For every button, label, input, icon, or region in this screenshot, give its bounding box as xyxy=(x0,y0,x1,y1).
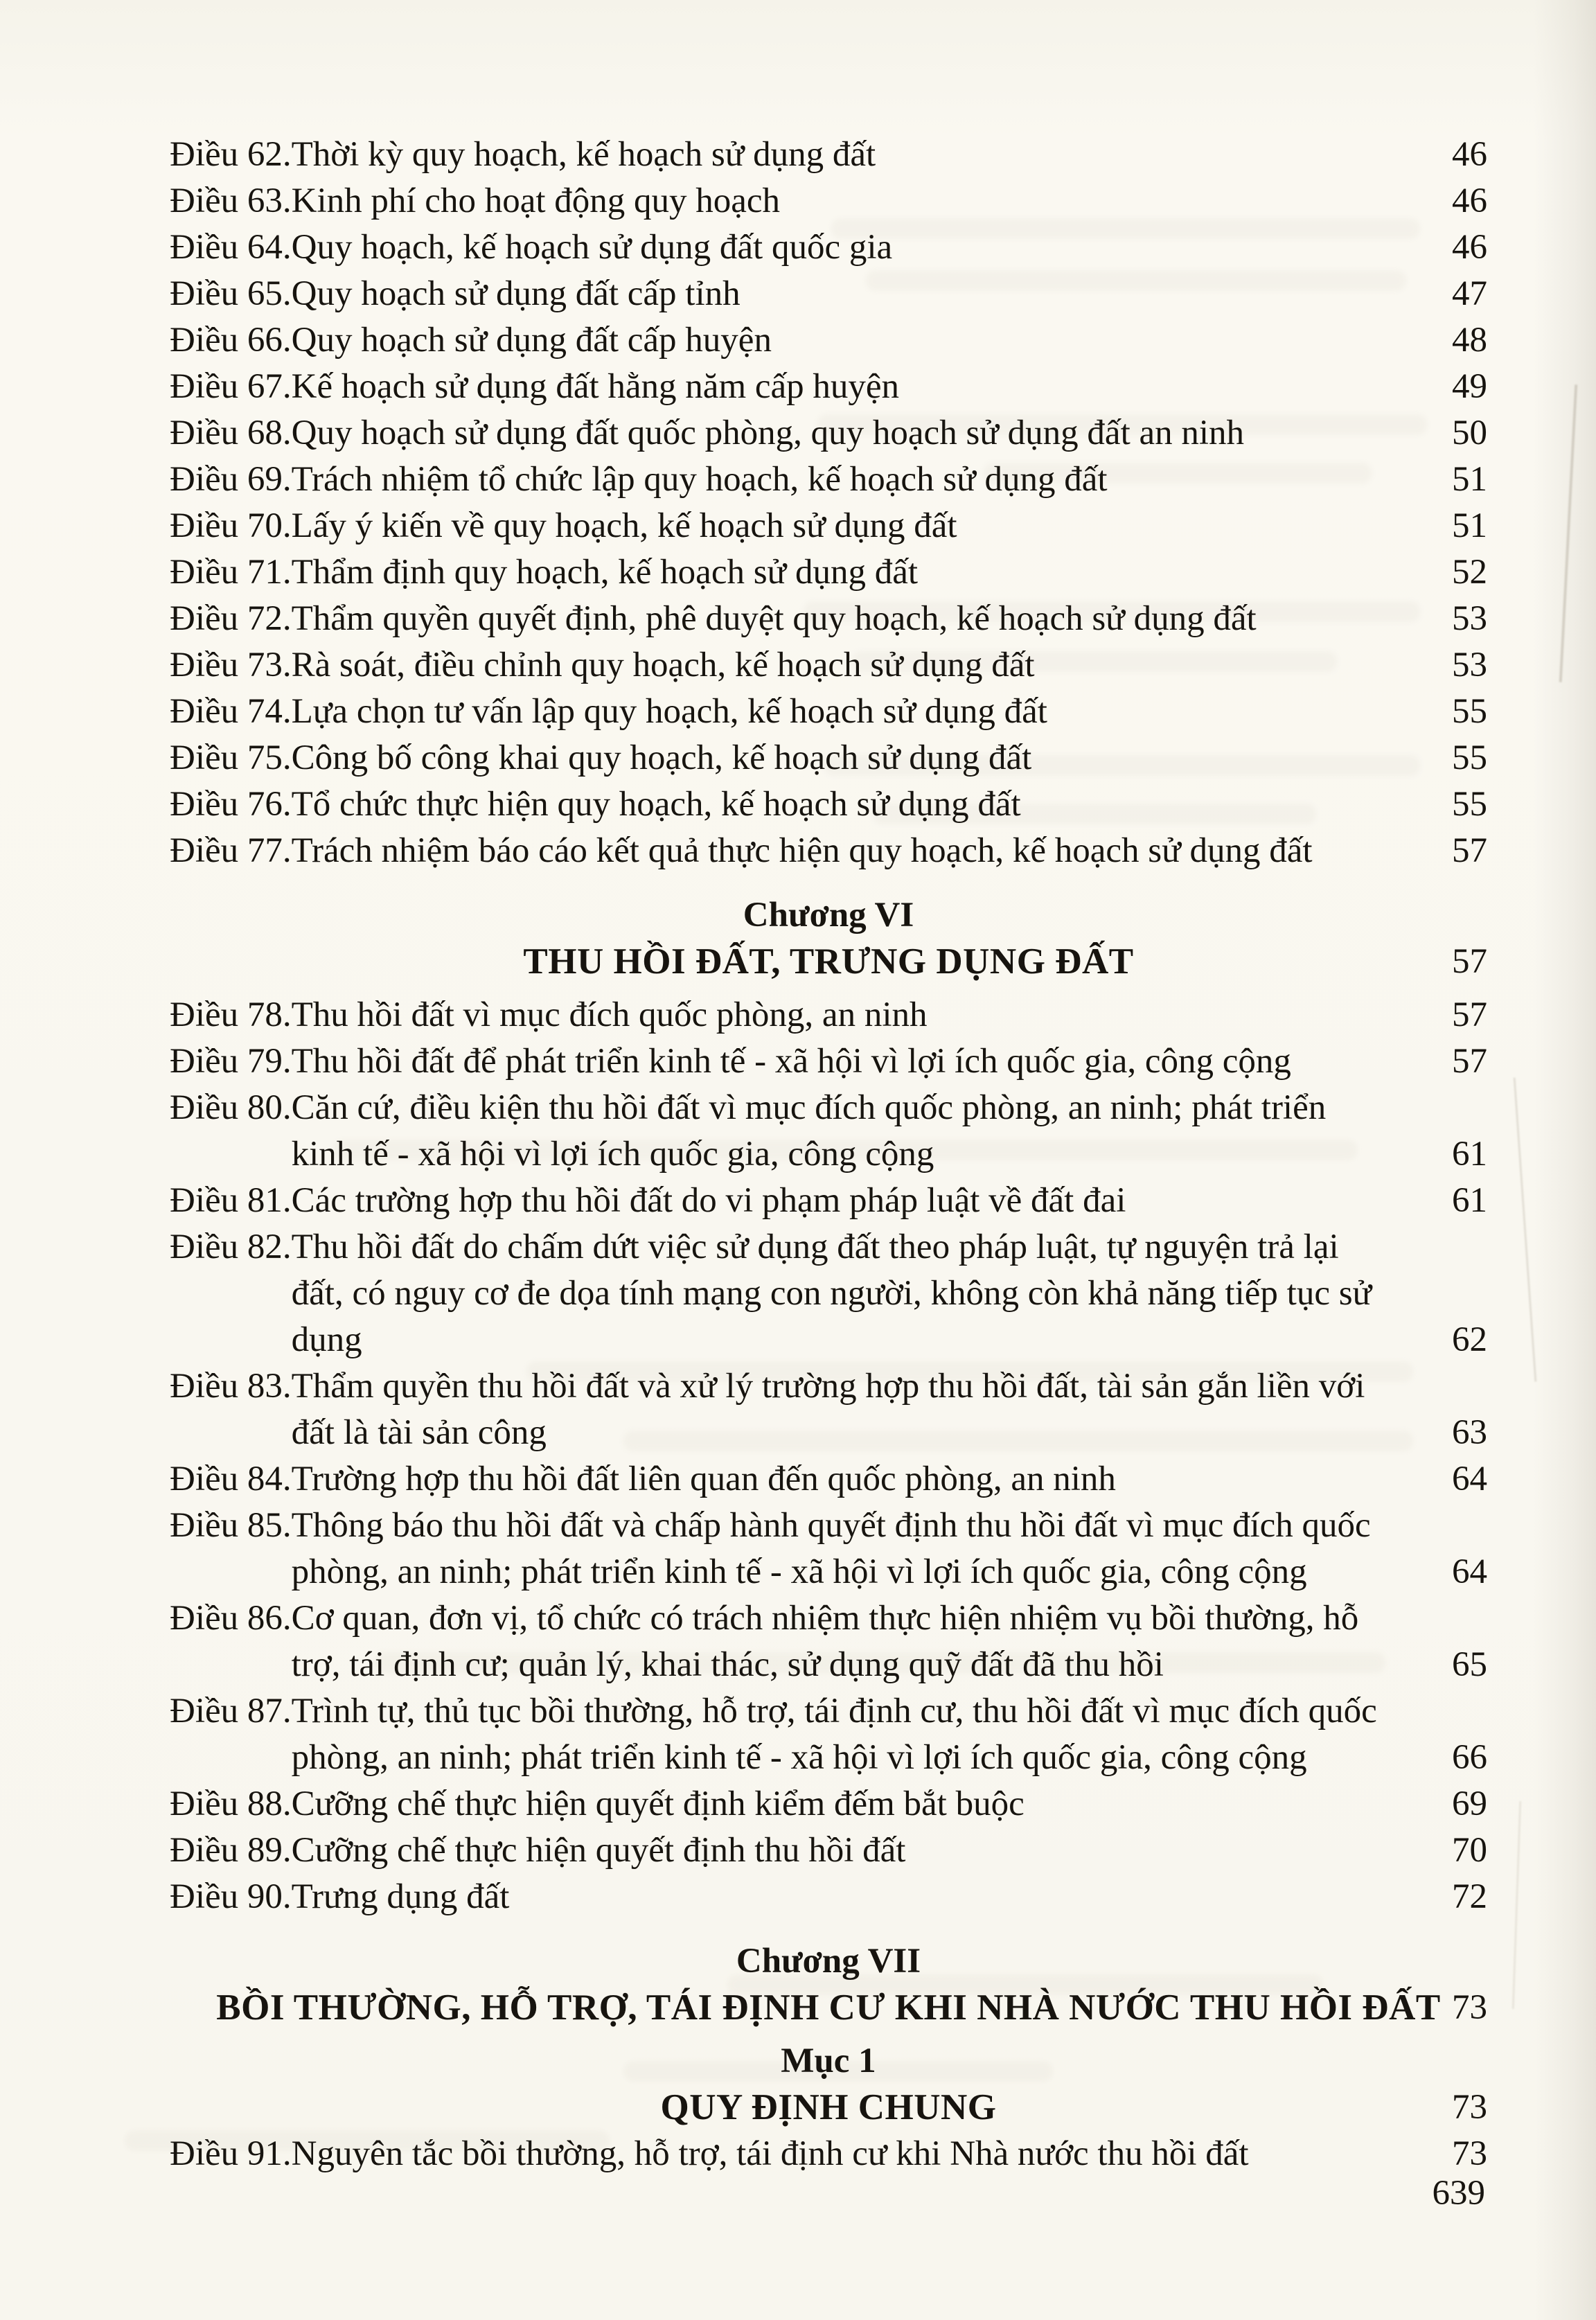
toc-entry xyxy=(170,1503,1487,1595)
article-title: Thẩm quyền thu hồi đất và xử lý trường hợp thu hồi đất, tài sản gắn liền với đất là tài sản công xyxy=(291,1367,1365,1452)
toc-entry xyxy=(170,1363,1487,1456)
article-page-number: 61 xyxy=(1452,1135,1487,1174)
toc-entry xyxy=(170,549,1487,596)
toc-entry xyxy=(170,457,1487,503)
article-title: Cưỡng chế thực hiện quyết định thu hồi đất xyxy=(291,1831,906,1870)
article-title: Trình tự, thủ tục bồi thường, hỗ trợ, tái định cư, thu hồi đất vì mục đích quốc phòng, an ninh; phát triển kinh tế - xã hội vì lợi ích quốc gia, công cộng xyxy=(291,1692,1377,1777)
article-page-number: 55 xyxy=(1452,785,1487,824)
article-number: Điều 62. xyxy=(170,135,292,174)
article-number: Điều 74. xyxy=(170,692,292,731)
heading-line1: Mục 1 xyxy=(781,2042,876,2080)
article-number: Điều 79. xyxy=(170,1042,292,1081)
toc-entry xyxy=(170,410,1487,457)
article-number: Điều 75. xyxy=(170,738,292,777)
article-number: Điều 67. xyxy=(170,367,292,406)
article-page-number: 70 xyxy=(1452,1831,1487,1870)
article-title: Thời kỳ quy hoạch, kế hoạch sử dụng đất xyxy=(291,135,876,174)
article-page-number: 49 xyxy=(1452,367,1487,406)
article-page-number: 51 xyxy=(1452,460,1487,499)
article-page-number: 66 xyxy=(1452,1738,1487,1777)
article-title: Trưng dụng đất xyxy=(291,1877,510,1916)
article-title: Tổ chức thực hiện quy hoạch, kế hoạch sử dụng đất xyxy=(291,785,1021,824)
article-number: Điều 68. xyxy=(170,414,292,452)
article-number: Điều 73. xyxy=(170,646,292,684)
article-title: Rà soát, điều chỉnh quy hoạch, kế hoạch sử dụng đất xyxy=(291,646,1035,684)
heading-line1: Chương VI xyxy=(743,896,914,935)
toc-entry xyxy=(170,271,1487,317)
article-title: Lựa chọn tư vấn lập quy hoạch, kế hoạch sử dụng đất xyxy=(291,692,1047,731)
toc-entry xyxy=(170,596,1487,642)
toc-entry xyxy=(170,178,1487,224)
article-number: Điều 89. xyxy=(170,1831,292,1870)
article-page-number: 73 xyxy=(1452,2134,1487,2173)
page-edge-shadow xyxy=(1534,0,1596,2320)
toc-entry xyxy=(170,1874,1487,1920)
article-title: Công bố công khai quy hoạch, kế hoạch sử dụng đất xyxy=(291,738,1032,777)
toc-entry xyxy=(170,1595,1487,1688)
toc-heading xyxy=(170,1938,1487,2031)
article-page-number: 69 xyxy=(1452,1785,1487,1823)
article-number: Điều 78. xyxy=(170,995,292,1034)
article-page-number: 48 xyxy=(1452,321,1487,360)
article-number: Điều 71. xyxy=(170,553,292,592)
article-page-number: 53 xyxy=(1452,646,1487,684)
scan-scratch-artifact xyxy=(1512,1801,1521,2009)
toc-entry xyxy=(170,503,1487,549)
toc-entry xyxy=(170,1456,1487,1503)
toc-entry xyxy=(170,1085,1487,1178)
article-number: Điều 70. xyxy=(170,506,292,545)
article-title: Trách nhiệm báo cáo kết quả thực hiện quy hoạch, kế hoạch sử dụng đất xyxy=(291,831,1313,870)
toc-entry xyxy=(170,1827,1487,1874)
toc-entry xyxy=(170,689,1487,735)
toc-heading xyxy=(170,2038,1487,2131)
article-title: Quy hoạch, kế hoạch sử dụng đất quốc gia xyxy=(291,228,893,267)
book-page-number: 639 xyxy=(1432,2174,1485,2213)
article-page-number: 72 xyxy=(1452,1877,1487,1916)
toc-heading xyxy=(170,892,1487,985)
heading-line1: Chương VII xyxy=(736,1942,921,1981)
article-page-number: 65 xyxy=(1452,1645,1487,1684)
toc-entry xyxy=(170,992,1487,1038)
article-title: Cơ quan, đơn vị, tổ chức có trách nhiệm thực hiện nhiệm vụ bồi thường, hỗ trợ, tái định cư; quản lý, khai thác, sử dụng quỹ đất đã thu hồi xyxy=(291,1599,1359,1684)
toc-entry xyxy=(170,1038,1487,1085)
article-number: Điều 66. xyxy=(170,321,292,360)
article-title: Trách nhiệm tổ chức lập quy hoạch, kế hoạch sử dụng đất xyxy=(291,460,1108,499)
article-page-number: 55 xyxy=(1452,692,1487,731)
article-title: Quy hoạch sử dụng đất cấp tỉnh xyxy=(291,274,741,313)
article-page-number: 52 xyxy=(1452,553,1487,592)
article-page-number: 46 xyxy=(1452,135,1487,174)
heading-page-number: 73 xyxy=(1452,1988,1487,2027)
article-number: Điều 77. xyxy=(170,831,292,870)
article-page-number: 64 xyxy=(1452,1460,1487,1498)
article-title: Các trường hợp thu hồi đất do vi phạm pháp luật về đất đai xyxy=(291,1181,1126,1220)
article-number: Điều 91. xyxy=(170,2134,292,2173)
heading-line2: THU HỒI ĐẤT, TRƯNG DỤNG ĐẤT xyxy=(523,941,1134,982)
toc-entry xyxy=(170,781,1487,828)
article-title: Thu hồi đất để phát triển kinh tế - xã hội vì lợi ích quốc gia, công cộng xyxy=(291,1042,1291,1081)
toc-entry xyxy=(170,1688,1487,1781)
article-title: Thẩm quyền quyết định, phê duyệt quy hoạch, kế hoạch sử dụng đất xyxy=(291,599,1257,638)
article-page-number: 55 xyxy=(1452,738,1487,777)
article-title: Trường hợp thu hồi đất liên quan đến quốc phòng, an ninh xyxy=(291,1460,1116,1498)
toc-entry xyxy=(170,2131,1487,2177)
article-title: Nguyên tắc bồi thường, hỗ trợ, tái định cư khi Nhà nước thu hồi đất xyxy=(291,2134,1249,2173)
toc-entry xyxy=(170,1178,1487,1224)
toc-entry xyxy=(170,132,1487,178)
toc-entry xyxy=(170,364,1487,410)
article-number: Điều 86. xyxy=(170,1599,292,1638)
article-number: Điều 81. xyxy=(170,1181,292,1220)
article-number: Điều 76. xyxy=(170,785,292,824)
toc-entry xyxy=(170,1224,1487,1363)
article-title: Thu hồi đất do chấm dứt việc sử dụng đất theo pháp luật, tự nguyện trả lại đất, có nguy cơ đe dọa tính mạng con người, không còn khả năng tiếp tục sử dụng xyxy=(291,1228,1372,1359)
article-number: Điều 83. xyxy=(170,1367,292,1406)
article-title: Kinh phí cho hoạt động quy hoạch xyxy=(291,181,781,220)
article-number: Điều 63. xyxy=(170,181,292,220)
article-title: Quy hoạch sử dụng đất cấp huyện xyxy=(291,321,772,360)
article-number: Điều 87. xyxy=(170,1692,292,1730)
article-number: Điều 90. xyxy=(170,1877,292,1916)
article-title: Quy hoạch sử dụng đất quốc phòng, quy hoạch sử dụng đất an ninh xyxy=(291,414,1245,452)
article-page-number: 47 xyxy=(1452,274,1487,313)
article-title: Kế hoạch sử dụng đất hằng năm cấp huyện xyxy=(291,367,900,406)
article-title: Thu hồi đất vì mục đích quốc phòng, an ninh xyxy=(291,995,928,1034)
article-number: Điều 84. xyxy=(170,1460,292,1498)
article-number: Điều 85. xyxy=(170,1506,292,1545)
scan-scratch-artifact xyxy=(1559,384,1577,682)
toc-entry xyxy=(170,1781,1487,1827)
article-page-number: 51 xyxy=(1452,506,1487,545)
heading-line2: QUY ĐỊNH CHUNG xyxy=(660,2087,997,2127)
article-page-number: 46 xyxy=(1452,228,1487,267)
toc-entry xyxy=(170,735,1487,781)
heading-line2: BỒI THƯỜNG, HỖ TRỢ, TÁI ĐỊNH CƯ KHI NHÀ NƯỚC THU HỒI ĐẤT xyxy=(216,1987,1441,2028)
article-title: Căn cứ, điều kiện thu hồi đất vì mục đích quốc phòng, an ninh; phát triển kinh tế - xã hội vì lợi ích quốc gia, công cộng xyxy=(291,1088,1327,1174)
toc-list xyxy=(170,132,1487,2177)
article-title: Cưỡng chế thực hiện quyết định kiểm đếm bắt buộc xyxy=(291,1785,1025,1823)
heading-page-number: 57 xyxy=(1452,942,1487,981)
article-page-number: 53 xyxy=(1452,599,1487,638)
article-number: Điều 65. xyxy=(170,274,292,313)
article-number: Điều 82. xyxy=(170,1228,292,1266)
article-title: Thông báo thu hồi đất và chấp hành quyết định thu hồi đất vì mục đích quốc phòng, an ninh; phát triển kinh tế - xã hội vì lợi ích quốc gia, công cộng xyxy=(291,1506,1371,1591)
toc-entry xyxy=(170,317,1487,364)
article-page-number: 57 xyxy=(1452,831,1487,870)
article-page-number: 64 xyxy=(1452,1552,1487,1591)
article-page-number: 57 xyxy=(1452,995,1487,1034)
toc-entry xyxy=(170,642,1487,689)
article-number: Điều 69. xyxy=(170,460,292,499)
article-page-number: 46 xyxy=(1452,181,1487,220)
article-title: Lấy ý kiến về quy hoạch, kế hoạch sử dụng đất xyxy=(291,506,957,545)
toc-entry xyxy=(170,224,1487,271)
article-number: Điều 64. xyxy=(170,228,292,267)
article-number: Điều 80. xyxy=(170,1088,292,1127)
article-page-number: 50 xyxy=(1452,414,1487,452)
article-number: Điều 72. xyxy=(170,599,292,638)
toc-entry xyxy=(170,828,1487,874)
heading-page-number: 73 xyxy=(1452,2088,1487,2127)
article-page-number: 61 xyxy=(1452,1181,1487,1220)
scan-scratch-artifact xyxy=(1514,1077,1537,1381)
article-number: Điều 88. xyxy=(170,1785,292,1823)
article-page-number: 63 xyxy=(1452,1413,1487,1452)
article-page-number: 57 xyxy=(1452,1042,1487,1081)
article-page-number: 62 xyxy=(1452,1320,1487,1359)
article-title: Thẩm định quy hoạch, kế hoạch sử dụng đất xyxy=(291,553,918,592)
